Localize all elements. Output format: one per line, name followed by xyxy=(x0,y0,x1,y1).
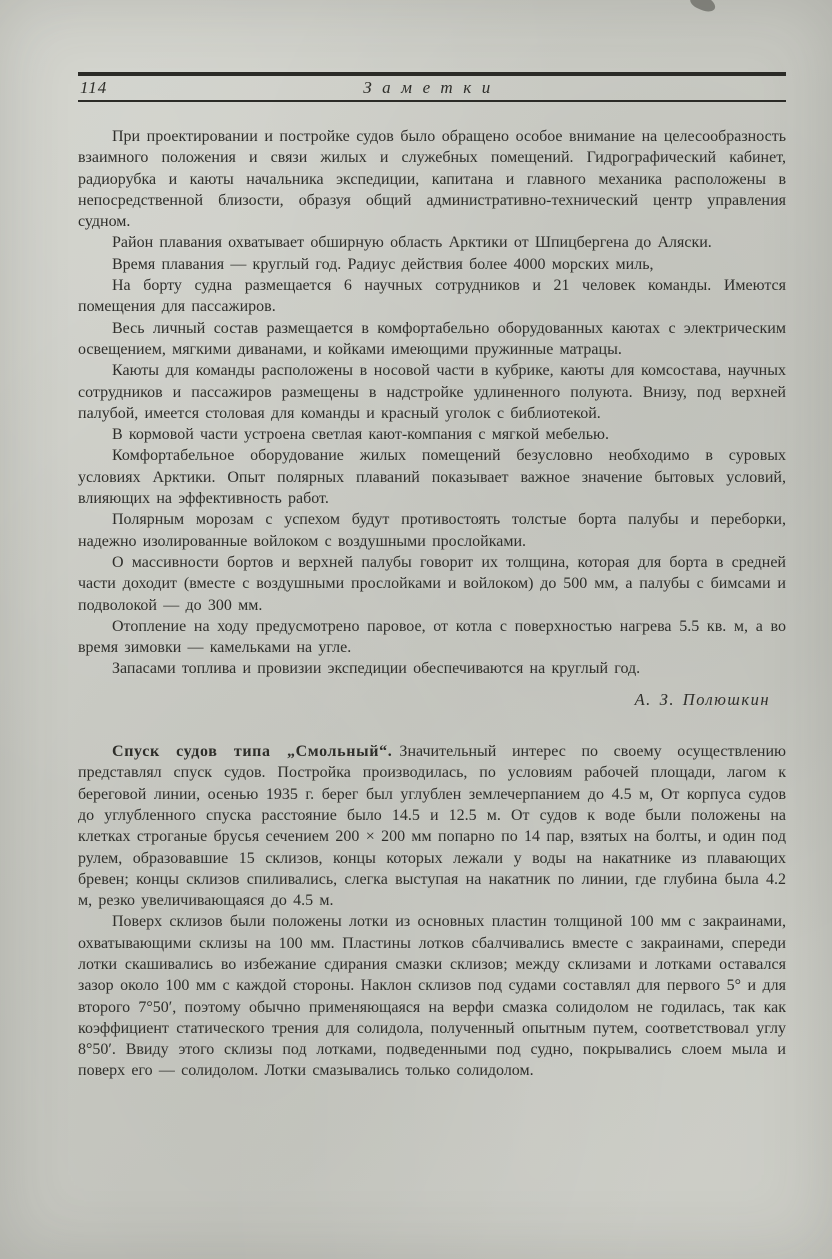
header-title: Заметки xyxy=(363,78,501,97)
paragraph: О массивности бортов и верхней палубы говорит их толщина, которая для борта в средней части доходит (вместе с воздушными прослойками и войлоком) до 500 мм, а палубы с бимсами и подволокой — до 300 мм. xyxy=(78,553,786,614)
section-lead-text: Значительный интерес по своему осуществлению представлял спуск судов. Постройка производилась, по условиям рабочей площади, лагом к береговой линии, осенью 1935 г. берег был углублен землечерпанием до 4.5 м, От корпуса судов до углубленного спуска расстояние было 14.5 и 12.5 м. От судов к воде были положены на клетках строганые брусья сечением 200 × 200 мм попарно по 14 пар, взятых на болты, и один под рулем, образовавшие 15 склизов, концы которых лежали у воды на накатнике из плавающих бревен; концы склизов спиливались, слегка выступая на накатник по линии, где глубина была 4.2 м, резко увеличивающаяся до 4.5 м. xyxy=(78,743,787,910)
paragraph: Комфортабельное оборудование жилых помещений безусловно необходимо в суровых условиях Арктики. Опыт полярных плаваний показывает важное значение бытовых условий, влияющих на эффективность работ. xyxy=(78,447,786,508)
article-first xyxy=(78,126,786,710)
paragraph-with-heading xyxy=(78,741,786,911)
paragraph: В кормовой части устроена светлая кают-компания с мягкой мебелью. xyxy=(112,426,609,444)
page-number: 114 xyxy=(80,78,108,97)
header-row xyxy=(78,77,786,99)
author-signature: А. З. Полюшкин xyxy=(634,689,770,709)
paragraph: Запасами топлива и провизии экспедиции обеспечиваются на круглый год. xyxy=(112,660,641,678)
section-heading: Спуск судов типа „Смольный“. xyxy=(112,743,393,761)
paragraph: Время плавания — круглый год. Радиус действия более 4000 морских миль, xyxy=(112,255,654,273)
paragraph: При проектировании и постройке судов было обращено особое внимание на целесообразность взаимного положения и связи жилых и служебных помещений. Гидрографический кабинет, радиорубка и каюты начальника экспедиции, капитана и главного механика расположены в непосредственной близости, образуя общий административно-технический центр управления судном. xyxy=(78,128,786,231)
header-rule-thin xyxy=(78,100,786,102)
page-body xyxy=(78,126,786,1082)
paragraph: На борту судна размещается 6 научных сотрудников и 21 человек команды. Имеются помещения для пассажиров. xyxy=(78,277,786,316)
paragraph: Отопление на ходу предусмотрено паровое, от котла с поверхностью нагрева 5.5 кв. м, а во время зимовки — камельками на угле. xyxy=(78,617,786,657)
scan-artifact-mark xyxy=(688,0,717,15)
paragraph: Поверх склизов были положены лотки из основных пластин толщиной 100 мм с закраинами, охватывающими склизы на 100 мм. Пластины лотков сбалчивались вместе с закраинами, спереди лотки скашивались во избежание сдирания смазки склизов; между склизами и лотками оставался зазор около 100 мм с каждой стороны. Наклон склизов под судами составлял для первого 5° и для второго 7°50′, поэтому обычно применяющаяся на верфи смазка солидолом не годилась, так как коэффициент статического трения для солидола, полученный опытным путем, соответствовал углу 8°50′. Ввиду этого склизы под лотками, подведенными под судно, покрывались слоем мыла и поверх его — солидолом. Лотки смазывались только солидолом. xyxy=(78,913,786,1080)
paragraph: Каюты для команды расположены в носовой части в кубрике, каюты для комсостава, научных сотрудников и пассажиров размещены в надстройке удлиненного полуюта. Внизу, под верхней палубой, имеется столовая для команды и красный уголок с библиотекой. xyxy=(78,362,786,422)
header-rule-thick xyxy=(78,72,786,76)
paragraph: Полярным морозам с успехом будут противостоять толстые борта палубы и переборки, надежно изолированные войлоком с воздушными прослойками. xyxy=(78,511,786,550)
paragraph: Весь личный состав размещается в комфортабельно оборудованных каютах с электрическим освещением, мягкими диванами, и койками имеющими пружинные матрацы. xyxy=(78,319,786,358)
article-second xyxy=(78,741,786,1082)
paragraph: Район плавания охватывает обширную область Арктики от Шпицбергена до Аляски. xyxy=(112,234,712,252)
running-header xyxy=(78,72,786,102)
